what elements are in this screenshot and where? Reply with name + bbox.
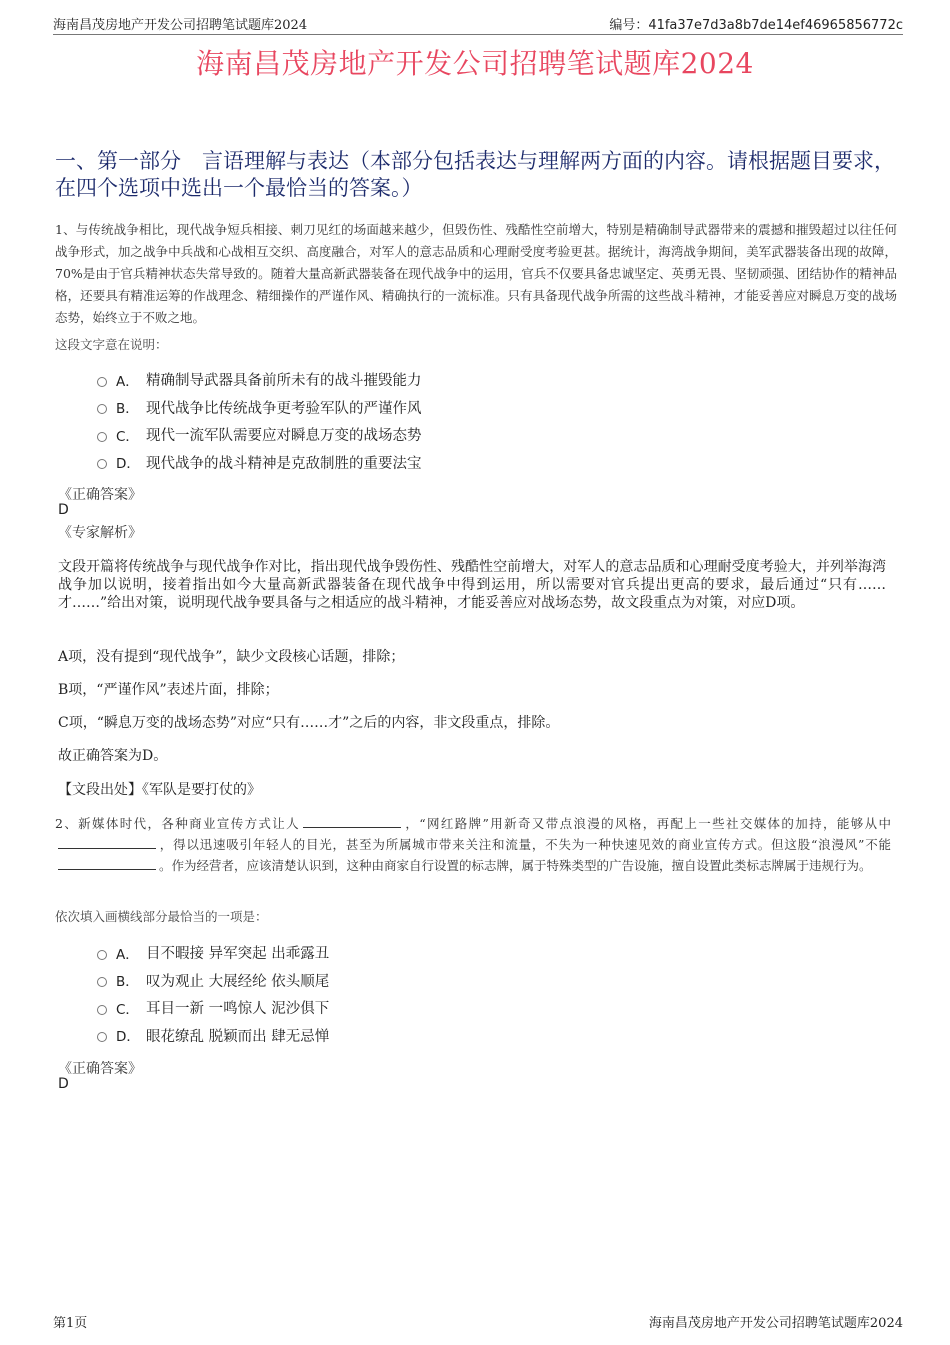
option-text: 现代一流军队需要应对瞬息万变的战场态势 — [146, 428, 422, 445]
radio-icon[interactable] — [97, 950, 107, 960]
option-text: 现代战争的战斗精神是克敌制胜的重要法宝 — [146, 455, 422, 472]
option-b[interactable] — [97, 967, 329, 995]
analysis-text: 文段开篇将传统战争与现代战争作对比，指出现代战争毁伤性、残酷性空前增大，对军人的意志品质和心理耐受度考验大，并列举海湾战争加以说明，接着指出如今大量高新武器装备在现代战争中得到运用，所以需要对官兵提出更高的要求，最后通过“只有……才……”给出对策，说明现代战争要具备与之相适应的战斗精神，才能妥善应对战场态势，故文段重点为对策，对应D项。 — [58, 559, 886, 611]
radio-icon[interactable] — [97, 1005, 107, 1015]
question-text-part: 2、新媒体时代，各种商业宣传方式让人 — [55, 816, 301, 831]
option-a[interactable] — [97, 939, 329, 967]
fill-blank — [58, 835, 156, 849]
option-c[interactable] — [97, 994, 329, 1022]
question-2-prompt: 依次填入画横线部分最恰当的一项是： — [55, 909, 268, 924]
option-c[interactable] — [97, 421, 422, 449]
radio-icon[interactable] — [97, 404, 107, 414]
source-line: 【文段出处】《军队是要打仗的》 — [58, 782, 261, 798]
question-1-text: 1、与传统战争相比，现代战争短兵相接、刺刀见红的场面越来越少，但毁伤性、残酷性空前增大，特别是精确制导武器带来的震撼和摧毁超过以往任何战争形式，加之战争中兵战和心战相互交织、高度融合，对军人的意志品质和心理耐受度考验更甚。据统计，海湾战争期间，美军武器装备出现的故障，70%是由于官兵精神状态失常导致的。随着大量高新武器装备在现代战争中的运用，官兵不仅要具备忠诚坚定、英勇无畏、坚韧顽强、团结协作的精神品格，还要具有精准运筹的作战理念、精细操作的严谨作风、精确执行的一流标准。只有具备现代战争所需的这些战斗精神，才能妥善应对瞬息万变的战场态势，始终立于不败之地。 — [55, 222, 897, 325]
question-2-options — [97, 939, 329, 1049]
footer-title: 海南昌茂房地产开发公司招聘笔试题库2024 — [648, 1316, 903, 1331]
question-text-part: ，得以迅速吸引年轻人的目光，甚至为所属城市带来关注和流量，不失为一种快速见效的商业宣传方式。但这股“浪漫风”不能 — [159, 837, 891, 852]
option-key: D． — [116, 1029, 140, 1046]
option-text: 现代战争比传统战争更考验军队的严谨作风 — [146, 400, 422, 417]
option-key: A． — [116, 373, 139, 390]
header-title: 海南昌茂房地产开发公司招聘笔试题库2024 — [53, 18, 308, 33]
analysis-line: A项，没有提到“现代战争”，缺少文段核心话题，排除； — [58, 649, 405, 665]
question-2-text — [55, 813, 891, 876]
question-text-part: 。作为经营者，应该清楚认识到，这种由商家自行设置的标志牌，属于特殊类型的广告设施，擅自设置此类标志牌属于违规行为。 — [159, 858, 872, 873]
option-text: 精确制导武器具备前所未有的战斗摧毁能力 — [146, 373, 422, 390]
option-text: 目不暇接 异军突起 出乖露丑 — [146, 946, 330, 963]
analysis-line: C项，“瞬息万变的战场态势”对应“只有……才”之后的内容，非文段重点，排除。 — [58, 715, 560, 731]
answer-label: 《正确答案》 — [58, 1061, 142, 1077]
answer-value: D — [58, 1076, 69, 1092]
radio-icon[interactable] — [97, 377, 107, 387]
page-header — [53, 14, 903, 35]
option-key: B． — [116, 401, 139, 418]
option-key: C． — [116, 1001, 139, 1018]
section-heading: 一、第一部分 言语理解与表达（本部分包括表达与理解两方面的内容。请根据题目要求，在四个选项中选出一个最恰当的答案。） — [55, 149, 895, 200]
radio-icon[interactable] — [97, 432, 107, 442]
fill-blank — [303, 814, 401, 828]
option-d[interactable] — [97, 1022, 329, 1050]
option-text: 眼花缭乱 脱颖而出 肆无忌惮 — [146, 1028, 330, 1045]
answer-value: D — [58, 502, 69, 518]
fill-blank — [58, 856, 156, 870]
radio-icon[interactable] — [97, 977, 107, 987]
option-key: B． — [116, 974, 139, 991]
analysis-label: 《专家解析》 — [58, 525, 142, 541]
radio-icon[interactable] — [97, 1032, 107, 1042]
header-code: 编号：41fa37e7d3a8b7de14ef46965856772c — [609, 18, 903, 33]
analysis-line: B项，“严谨作风”表述片面，排除； — [58, 682, 279, 698]
answer-label: 《正确答案》 — [58, 487, 142, 503]
option-key: D． — [116, 456, 140, 473]
option-a[interactable] — [97, 366, 422, 394]
option-b[interactable] — [97, 394, 422, 422]
analysis-line: 故正确答案为D。 — [58, 748, 168, 764]
option-text: 耳目一新 一鸣惊人 泥沙俱下 — [146, 1001, 330, 1018]
option-text: 叹为观止 大展经纶 依头顺尾 — [146, 973, 330, 990]
option-key: C． — [116, 428, 139, 445]
document-title: 海南昌茂房地产开发公司招聘笔试题库2024 — [196, 47, 754, 80]
option-d[interactable] — [97, 449, 422, 477]
question-1-options — [97, 366, 422, 476]
question-text-part: ，“网红路牌”用新奇又带点浪漫的风格，再配上一些社交媒体的加持，能够从中 — [404, 816, 891, 831]
option-key: A． — [116, 946, 139, 963]
page-number: 第1页 — [53, 1316, 88, 1331]
radio-icon[interactable] — [97, 459, 107, 469]
question-1-prompt: 这段文字意在说明： — [55, 337, 168, 352]
